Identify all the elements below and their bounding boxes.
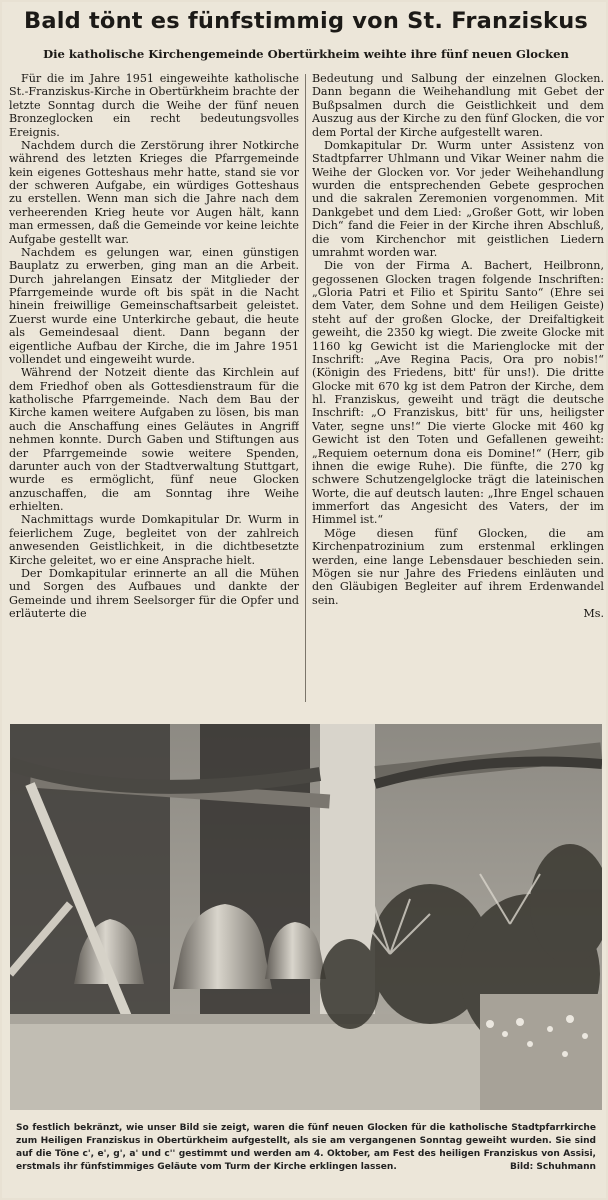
bells-photo (10, 724, 602, 1110)
paragraph: Möge diesen fünf Glocken, die am Kirchenpatrozinium zum erstenmal erklingen werden, eine lange Lebensdauer beschieden sein. Mögen sie nur Jahre des Friedens einläuten und den Gläubigen Begleiter auf ihrem Erdenwandel sein. (312, 526, 604, 607)
caption-text: So festlich bekränzt, wie unser Bild sie zeigt, waren die fünf neuen Glocken für die katholische Stadtpfarrkirche zum Heiligen Franziskus in Obertürkheim aufgestellt, als sie am vergangenen Sonntag geweiht wurden. Sie sind auf die Töne c', e', g', a' und c'' gestimmt und werden am 4. Oktober, am Fest des heiligen Franziskus von Assisi, erstmals ihr fünfstimmiges Geläute vom Turm der Kirche erklingen lassen. (16, 1123, 596, 1172)
article-column-left (9, 72, 299, 708)
bell-stand-platform (10, 1020, 480, 1110)
bells-photo-illustration (10, 724, 602, 1110)
paragraph: Nachdem es gelungen war, einen günstigen Bauplatz zu erwerben, ging man an die Arbeit. Durch jahrelangen Einsatz der Mitglieder der Pfarrgemeinde wurde oft bis spät in die Nacht hinein freiwillige Gemeinschaftsarbeit geleistet. Zuerst wurde eine Unterkirche gebaut, die heute als Gemeindesaal dient. Dann begann der eigentliche Aufbau der Kirche, die im Jahre 1951 vollendet und eingeweiht wurde. (9, 245, 299, 366)
paragraph: Nachdem durch die Zerstörung ihrer Notkirche während des letzten Krieges die Pfarrgemeinde kein eigenes Gotteshaus mehr hatte, stand sie vor der schweren Aufgabe, ein würdiges Gotteshaus zu erstellen. Wenn man sich die Jahre nach dem verheerenden Krieg heute vor Augen hält, kann man ermessen, daß die Gemeinde vor keine leichte Aufgabe gestellt war. (9, 138, 299, 246)
paragraph: Bedeutung und Salbung der einzelnen Glocken. Dann begann die Weihehandlung mit Gebet der Bußpsalmen durch die Geistlichkeit und dem Auszug aus der Kirche zu den fünf Glocken, die vor dem Portal der Kirche aufgestellt waren. (312, 72, 604, 139)
flower-stand (480, 994, 602, 1110)
paragraph: Der Domkapitular erinnerte an all die Mühen und Sorgen des Aufbaues und dankte der Gemeinde und ihrem Seelsorger für die Opfer und erläuterte die (9, 566, 299, 620)
paragraph: Für die im Jahre 1951 eingeweihte katholische St.-Franziskus-Kirche in Obertürkheim brachte der letzte Sonntag durch die Weihe der fünf neuen Bronzeglocken ein recht bedeutungsvolles Ereignis. (9, 72, 299, 139)
author-signature: Ms. (583, 607, 604, 620)
paragraph: Während der Notzeit diente das Kirchlein auf dem Friedhof oben als Gottesdienstraum für die katholische Pfarrgemeinde. Nach dem Bau der Kirche kamen weitere Aufgaben zu lösen, bis man auch die Anschaffung eines Geläutes in Angriff nehmen konnte. Durch Gaben und Stiftungen aus der Pfarrgemeinde sowie weitere Spenden, darunter auch von der Stadtverwaltung Stuttgart, wurde es ermöglicht, fünf neue Glocken anzuschaffen, die am Sonntag ihre Weihe erhielten. (9, 366, 299, 513)
paragraph: Nachmittags wurde Domkapitular Dr. Wurm in feierlichem Zuge, begleitet von der zahlreich anwesenden Geistlichkeit, in die dichtbesetzte Kirche geleitet, wo er eine Ansprache hielt. (9, 513, 299, 567)
article-subheadline: Die katholische Kirchengemeinde Obertürkheim weihte ihre fünf neuen Glocken (43, 47, 569, 61)
photo-caption (16, 1122, 596, 1174)
article-headline: Bald tönt es fünfstimmig von St. Franziskus (23, 8, 589, 34)
column-divider (305, 74, 306, 702)
photo-credit: Bild: Schuhmann (510, 1162, 596, 1172)
paragraph: Domkapitular Dr. Wurm unter Assistenz von Stadtpfarrer Uhlmann und Vikar Weiner nahm die Weihe der Glocken vor. Vor jeder Weihehandlung wurden die entsprechenden Gebete gesprochen und die sakralen Zeremonien vorgenommen. Mit Dankgebet und dem Lied: „Großer Gott, wir loben Dich“ fand die Feier in der Kirche ihren Abschluß, die vom Kirchenchor mit geistlichen Liedern umrahmt worden war. (312, 138, 604, 259)
article-column-right (312, 72, 604, 708)
paragraph: Die von der Firma A. Bachert, Heilbronn, gegossenen Glocken tragen folgende Inschriften: „Gloria Patri et Filio et Spiritu Santo“ (Ehre sei dem Vater, dem Sohne und dem Heiligen Geiste) steht auf der großen Glocke, der Dreifaltigkeit geweiht, die 2350 kg wiegt. Die zweite Glocke mit 1160 kg Gewicht ist die Marienglocke mit der Inschrift: „Ave Regina Pacis, Ora pro nobis!“ (Königin des Friedens, bitt' für uns!). Die dritte Glocke mit 670 kg ist dem Patron der Kirche, dem hl. Franziskus, geweiht und trägt die deutsche Inschrift: „O Franziskus, bitt' für uns, heiligster Vater, segne uns!“ Die vierte Glocke mit 460 kg Gewicht ist den Toten und Gefallenen geweiht: „Requiem oeternum dona eis Domine!“ (Herr, gib ihnen die ewige Ruhe). Die fünfte, die 270 kg schwere Schutzengelglocke trägt die lateinischen Worte, die auf deutsch lauten: „Ihre Engel schauen immerfort das Angesicht des Vaters, der im Himmel ist.“ (312, 259, 604, 527)
newspaper-clipping (2, 2, 606, 1198)
